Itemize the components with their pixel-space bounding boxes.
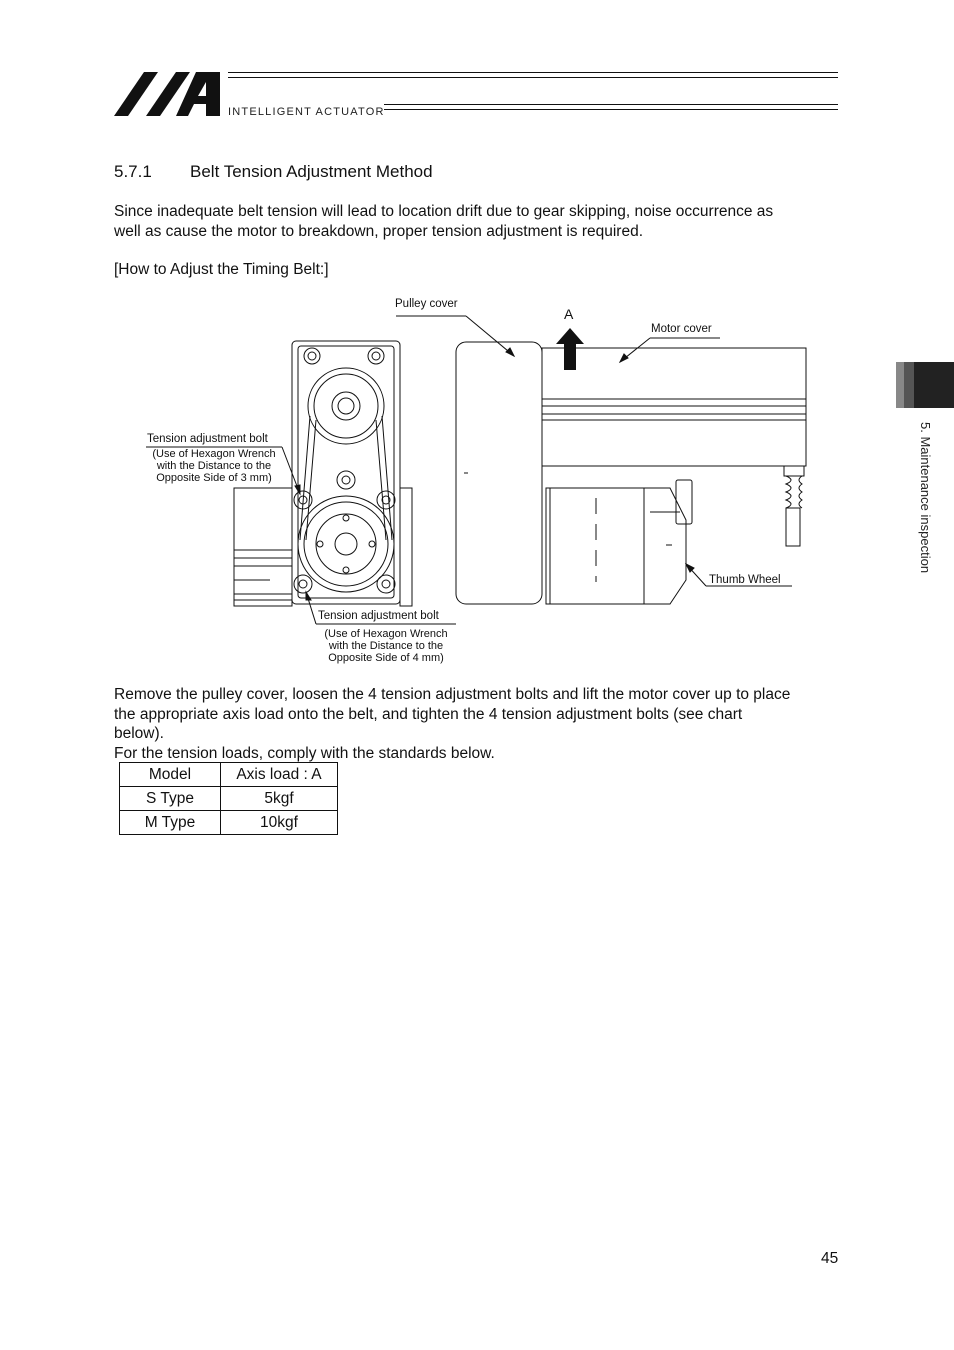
instructions-line-1: Remove the pulley cover, loosen the 4 tension adjustment bolts and lift the motor cover up to place <box>114 686 791 703</box>
intro-paragraph <box>114 202 854 241</box>
thumb-wheel-label: Thumb Wheel <box>709 574 781 586</box>
tension-bolt-label-1: Tension adjustment bolt <box>147 433 268 445</box>
table-row <box>120 787 338 811</box>
section-number: 5.7.1 <box>114 162 152 181</box>
tension-bolt-note-2: (Use of Hexagon Wrench with the Distance to the Opposite Side of 4 mm) <box>324 628 448 664</box>
header-rule-top <box>228 72 838 78</box>
motor-cover-label: Motor cover <box>651 323 712 335</box>
side-tab <box>896 362 954 408</box>
page-number: 45 <box>821 1250 839 1267</box>
instructions-line-3: below). <box>114 725 164 742</box>
side-tab-label: 5. Maintenance inspection <box>918 422 933 574</box>
table-header-cell: Model <box>120 763 221 787</box>
instructions-line-2: the appropriate axis load onto the belt, and tighten the 4 tension adjustment bolts (see chart <box>114 705 743 723</box>
table-row <box>120 811 338 835</box>
arrow-up-icon <box>556 328 584 370</box>
table-cell: 10kgf <box>221 811 338 835</box>
tension-load-table <box>119 762 338 835</box>
table-cell: M Type <box>120 811 221 835</box>
header-rule-bottom <box>384 104 838 110</box>
section-title: Belt Tension Adjustment Method <box>190 162 433 181</box>
pulley-cover-label: Pulley cover <box>395 298 458 310</box>
instructions-paragraph <box>114 685 854 763</box>
tension-bolt-note-1: (Use of Hexagon Wrench with the Distance to the Opposite Side of 3 mm) <box>152 448 276 484</box>
tension-bolt-label-2: Tension adjustment bolt <box>318 610 439 622</box>
intro-line-1: Since inadequate belt tension will lead to location drift due to gear skipping, noise occurrence as <box>114 203 774 220</box>
iai-logo <box>110 68 226 118</box>
arrow-label: A <box>564 306 574 322</box>
table-header-cell: Axis load : A <box>221 763 338 787</box>
brand-text: INTELLIGENT ACTUATOR <box>228 106 385 118</box>
how-to-heading: [How to Adjust the Timing Belt:] <box>114 261 329 278</box>
table-cell: S Type <box>120 787 221 811</box>
instructions-line-4: For the tension loads, comply with the standards below. <box>114 744 495 762</box>
intro-line-2: well as cause the motor to breakdown, proper tension adjustment is required. <box>114 222 644 240</box>
timing-belt-diagram <box>140 290 820 670</box>
header <box>110 64 850 124</box>
table-cell: 5kgf <box>221 787 338 811</box>
table-header-row <box>120 763 338 787</box>
